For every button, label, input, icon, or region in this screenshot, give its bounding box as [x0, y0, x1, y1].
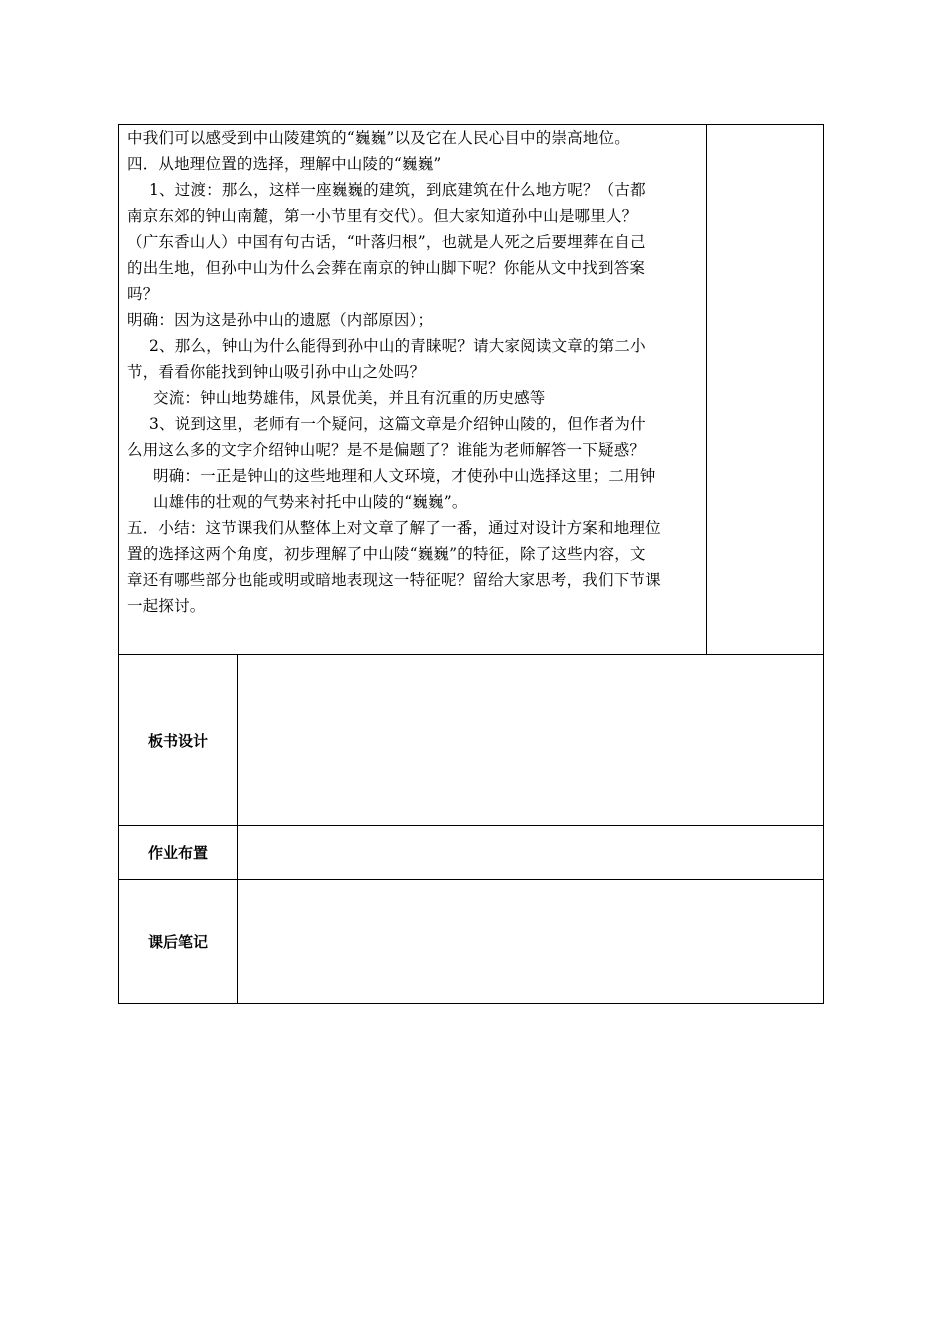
board-design-content — [238, 655, 824, 826]
homework-row — [119, 826, 824, 880]
content-line: 交流：钟山地势雄伟，风景优美，并且有沉重的历史感等 — [153, 389, 546, 407]
board-design-row — [119, 655, 824, 826]
content-line: 3、说到这里，老师有一个疑问，这篇文章是介绍钟山陵的，但作者为什 — [149, 415, 646, 433]
content-line: 一起探讨。 — [127, 597, 206, 615]
content-line: 的出生地，但孙中山为什么会葬在南京的钟山脚下呢？你能从文中找到答案 — [127, 259, 646, 277]
content-line: 明确：因为这是孙中山的遗愿（内部原因）； — [127, 311, 434, 329]
content-line: 吗？ — [127, 285, 159, 303]
content-line: （广东香山人）中国有句古话，“叶落归根”，也就是人死之后要埋葬在自己 — [127, 233, 646, 251]
section-heading: 五．小结：这节课我们从整体上对文章了解了一番，通过对设计方案和地理位 — [127, 519, 661, 537]
content-line: 章还有哪些部分也能或明或暗地表现这一特征呢？留给大家思考，我们下节课 — [127, 571, 661, 589]
after-class-notes-content — [238, 880, 824, 1004]
homework-content — [238, 826, 824, 880]
homework-label: 作业布置 — [119, 826, 238, 880]
lesson-content-cell — [119, 125, 707, 655]
content-line: 置的选择这两个角度，初步理解了中山陵“巍巍”的特征，除了这些内容，文 — [127, 545, 646, 563]
content-line: 1、过渡：那么，这样一座巍巍的建筑，到底建筑在什么地方呢？（古都 — [149, 181, 646, 199]
after-class-notes-label: 课后笔记 — [119, 880, 238, 1004]
content-line: 节，看看你能找到钟山吸引孙中山之处吗？ — [127, 363, 426, 381]
content-line: 明确：一正是钟山的这些地理和人文环境，才使孙中山选择这里；二用钟 — [153, 467, 656, 485]
content-line: 么用这么多的文字介绍钟山呢？是不是偏题了？谁能为老师解答一下疑惑？ — [127, 441, 646, 459]
content-line: 山雄伟的壮观的气势来衬托中山陵的“巍巍”。 — [153, 493, 468, 511]
side-notes-cell — [707, 125, 824, 655]
after-class-notes-row — [119, 880, 824, 1004]
lesson-plan-table — [118, 124, 824, 1004]
content-line: 南京东郊的钟山南麓，第一小节里有交代）。但大家知道孙中山是哪里人？ — [127, 207, 638, 225]
section-heading: 四．从地理位置的选择，理解中山陵的“巍巍” — [127, 155, 442, 173]
lesson-content-row — [119, 125, 824, 655]
content-line: 中我们可以感受到中山陵建筑的“巍巍”以及它在人民心目中的崇高地位。 — [127, 129, 630, 147]
board-design-label: 板书设计 — [119, 655, 238, 826]
content-line: 2、那么，钟山为什么能得到孙中山的青睐呢？请大家阅读文章的第二小 — [149, 337, 646, 355]
